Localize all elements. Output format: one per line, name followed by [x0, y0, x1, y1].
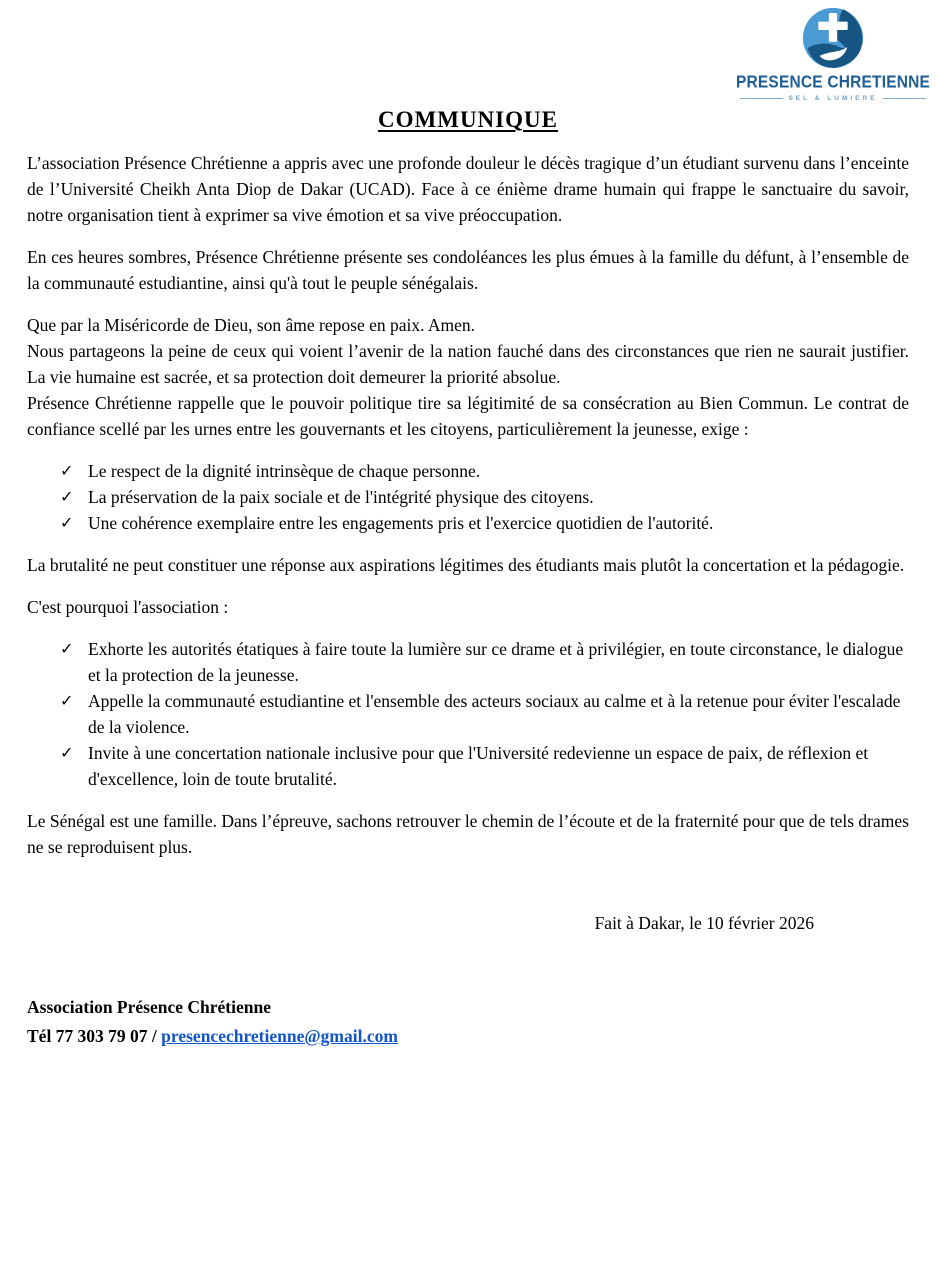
paragraph-prayer: Que par la Miséricorde de Dieu, son âme repose en paix. Amen. — [27, 315, 476, 335]
logo-tagline: SEL & LUMIERE — [788, 95, 878, 102]
list-item — [60, 688, 909, 740]
check-icon: ✓ — [60, 639, 74, 658]
page-title: COMMUNIQUE — [378, 107, 558, 132]
paragraph-intro: L’association Présence Chrétienne a appris avec une profonde douleur le décès tragique d’un étudiant survenu dans l’enceinte de l’Université Cheikh Anta Diop de Dakar (UCAD). Face à ce énième drame humain qui frappe le sanctuaire du savoir, notre organisation tient à exprimer sa vive émotion et sa vive préoccupation. — [27, 153, 909, 225]
logo-tagline-row — [740, 95, 926, 102]
paragraph-condolences: En ces heures sombres, Présence Chrétienne présente ses condoléances les plus émues à la famille du défunt, à l’ensemble de la communauté estudiantine, ainsi qu'à tout le peuple sénégalais. — [27, 247, 909, 293]
paragraph-shared-grief: Nous partageons la peine de ceux qui voient l’avenir de la nation fauché dans des circonstances que rien ne saurait justifier. La vie humaine est sacrée, et sa protection doit demeurer la priorité absolue. — [27, 341, 909, 387]
tagline-rule-left — [740, 98, 783, 100]
check-icon: ✓ — [60, 743, 74, 762]
demands-checklist — [27, 458, 909, 536]
logo-org-name: PRESENCE CHRETIENNE — [735, 72, 931, 92]
list-item — [60, 636, 909, 688]
list-item-text: Invite à une concertation nationale inclusive pour que l'Université redevienne un espace de paix, de réflexion et d'excellence, loin de toute brutalité. — [88, 743, 869, 789]
list-item-text: Une cohérence exemplaire entre les engagements pris et l'exercice quotidien de l'autorité. — [88, 513, 714, 533]
list-item — [60, 484, 909, 510]
check-icon: ✓ — [60, 461, 74, 480]
list-item-text: Exhorte les autorités étatiques à faire toute la lumière sur ce drame et à privilégier, en toute circonstance, le dialogue et la protection de la jeunesse. — [88, 639, 904, 685]
organization-logo — [735, 6, 931, 102]
paragraph-brutality: La brutalité ne peut constituer une réponse aux aspirations légitimes des étudiants mais plutôt la concertation et la pédagogie. — [27, 555, 905, 575]
email-link[interactable]: presencechretienne@gmail.com — [161, 1026, 398, 1046]
paragraph-legitimacy: Présence Chrétienne rappelle que le pouvoir politique tire sa légitimité de sa consécration au Bien Commun. Le contrat de confiance scellé par les urnes entre les gouvernants et les citoyens, particulièrement la jeunesse, exige : — [27, 393, 909, 439]
list-item-text: Le respect de la dignité intrinsèque de chaque personne. — [88, 461, 481, 481]
dateline: Fait à Dakar, le 10 février 2026 — [594, 913, 814, 933]
list-item-text: Appelle la communauté estudiantine et l'ensemble des acteurs sociaux au calme et à la retenue pour éviter l'escalade de la violence. — [88, 691, 901, 737]
footer-phone: Tél 77 303 79 07 / — [27, 1026, 162, 1046]
check-icon: ✓ — [60, 691, 74, 710]
list-item — [60, 740, 909, 792]
footer-org-name: Association Présence Chrétienne — [27, 997, 271, 1017]
cross-wave-globe-icon — [801, 6, 865, 70]
tagline-rule-right — [883, 98, 926, 100]
check-icon: ✓ — [60, 513, 74, 532]
paragraph-closing: Le Sénégal est une famille. Dans l’épreuve, sachons retrouver le chemin de l’écoute et de la fraternité pour que de tels drames ne se reproduisent plus. — [27, 811, 909, 857]
paragraph-therefore: C'est pourquoi l'association : — [27, 597, 229, 617]
footer-contact-line — [27, 1022, 909, 1051]
list-item-text: La préservation de la paix sociale et de l'intégrité physique des citoyens. — [88, 487, 594, 507]
document-footer — [27, 993, 909, 1051]
list-item — [60, 510, 909, 536]
list-item — [60, 458, 909, 484]
check-icon: ✓ — [60, 487, 74, 506]
appeals-checklist — [27, 636, 909, 792]
